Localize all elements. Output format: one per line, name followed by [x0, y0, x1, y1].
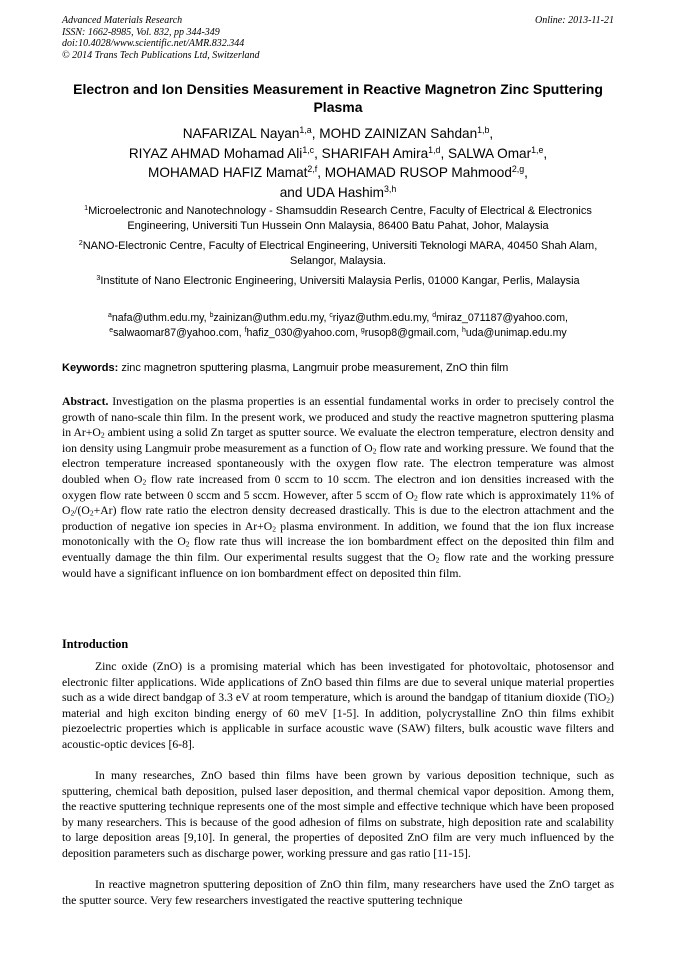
email-list — [62, 311, 614, 340]
email-mark: a — [108, 312, 112, 320]
affiliation-3 — [62, 274, 614, 289]
email-address[interactable]: nafa@uthm.edu.my — [111, 312, 204, 324]
email-address[interactable]: rusop8@gmail.com — [364, 326, 457, 339]
email-mark: f — [244, 326, 247, 334]
author-name: SHARIFAH Amira — [321, 145, 429, 161]
intro-paragraph-3: In reactive magnetron sputtering deposition of ZnO thin film, many researchers have used the ZnO target as the sputter source. Very few researchers investigated the reactive sputtering technique — [62, 878, 614, 907]
affiliation-2 — [62, 239, 614, 268]
author-name: MOHD ZAINIZAN Sahdan — [319, 126, 478, 141]
author-separator: , — [489, 126, 494, 141]
paper-title: Electron and Ion Densities Measurement in Reactive Magnetron Zinc Sputtering Plasma — [73, 81, 603, 115]
keywords-label: Keywords: — [62, 362, 119, 374]
author-line — [62, 144, 614, 164]
affiliation-number: 3 — [96, 274, 101, 283]
abstract-label: Abstract. — [62, 395, 109, 408]
email-address[interactable]: uda@unimap.edu.my — [465, 326, 567, 339]
author-affiliation-mark: 1,b — [477, 125, 490, 136]
author-affiliation-mark: 2,g — [511, 164, 525, 175]
author-separator: , — [524, 165, 528, 180]
affiliation-number: 1 — [84, 204, 89, 213]
author-separator: , — [311, 126, 320, 141]
journal-name: Advanced Materials Research — [62, 15, 183, 26]
abstract — [62, 394, 614, 581]
author-line — [62, 124, 614, 144]
email-separator: , — [323, 312, 330, 324]
author-affiliation-mark: 1,d — [428, 144, 441, 155]
author-separator: , — [543, 145, 548, 161]
keywords-text: zinc magnetron sputtering plasma, Langmuir probe measurement, ZnO thin film — [121, 362, 509, 374]
email-address[interactable]: salwaomar87@yahoo.com — [113, 326, 239, 339]
author-name: MOHAMAD RUSOP Mahmood — [324, 165, 512, 180]
email-separator: , — [238, 326, 245, 339]
author-affiliation-mark: 3,h — [383, 183, 397, 194]
author-affiliation-mark: 2,f — [307, 164, 318, 175]
author-separator: , — [317, 165, 325, 180]
email-separator: , — [203, 312, 210, 324]
author-list — [62, 124, 614, 202]
email-mark: d — [432, 312, 437, 320]
issn-line: ISSN: 1662-8985, Vol. 832, pp 344-349 — [62, 26, 220, 38]
section-heading-introduction: Introduction — [62, 637, 129, 651]
copyright-line: © 2014 Trans Tech Publications Ltd, Switzerland — [62, 49, 260, 61]
email-address[interactable]: riyaz@uthm.edu.my — [332, 312, 427, 324]
email-line — [62, 326, 614, 341]
email-mark: h — [462, 326, 466, 334]
email-line — [62, 311, 614, 326]
abstract-text: Investigation on the plasma properties is an essential fundamental works in order to precisely control the growth of nano-scale thin film. In the present work, we produced and study the reactive magnetron sputtering plasma in $Ar+O_2$ ambient using a solid Zn target as sputter source. We evaluate the electron temperature, electron density and ion density using Langmuir probe measurement as a function of $O_2$ flow rate and working pressure. We found that the electron temperature increased spontaneously with the oxygen flow rate. The electron temperature was almost doubled when $O_2$ flow rate increased from 0 sccm to 10 sccm. The electron and ion densities increased with the oxygen flow rate between 0 sccm and 5 sccm. However, after 5 sccm of $O_2$ flow rate which is approximately 11% of $O_2/(O_2+Ar)$ flow rate ratio the electron density decreased drastically. This is due to the electron attachment and the production of negative ion species in $Ar+O_2$ plasma environment. In addition, we found that the ion flux increase monotonically with the $O_2$ flow rate thus will increase the ion bombardment effect on the deposited thin film and eventually damage the thin film. Our experimental results suggest that the $O_2$ flow rate and the working pressure would have a significant influence on ion bombardment effect on deposited thin film. — [62, 395, 614, 580]
author-affiliation-mark: 1,e — [531, 144, 544, 155]
affiliation-number: 2 — [78, 239, 83, 248]
author-name: NAFARIZAL Nayan — [182, 126, 300, 141]
running-header — [62, 15, 614, 61]
doi-line: doi:10.4028/www.scientific.net/AMR.832.344 — [62, 38, 245, 49]
email-separator: , — [456, 326, 463, 339]
affiliation-text: Microelectronic and Nanotechnology - Shamsuddin Research Centre, Faculty of Electrical & Electronics Engineering, Universiti Tun Hussein Onn Malaysia, 86400 Batu Pahat, Johor, Malaysia — [88, 205, 592, 232]
email-mark: e — [109, 326, 114, 334]
email-separator: , — [355, 326, 361, 339]
intro-paragraph-2: In many researches, ZnO based thin films have been grown by various deposition technique, such as sputtering, chemical bath deposition, pulsed laser deposition, and thermal chemical vapor deposition. Among them, the reactive sputtering technique represents one of the most simple and effective technique which have been proposed by many researchers. This is because of the good adhesion of films on substrate, high deposition rate and scalability to large deposition areas [9,10]. In general, the properties of deposited ZnO film are very much influenced by the deposition parameters such as discharge power, working pressure and gas ratio [11-15]. — [62, 769, 614, 860]
author-name: RIYAZ AHMAD Mohamad Ali — [128, 145, 303, 161]
author-line — [62, 163, 614, 183]
affiliation-1 — [62, 204, 614, 233]
email-address[interactable]: hafiz_030@yahoo.com — [246, 326, 356, 339]
email-address[interactable]: miraz_071187@yahoo.com — [436, 312, 566, 324]
online-date: Online: 2013-11-21 — [535, 15, 614, 26]
author-line — [62, 183, 614, 203]
author-separator: , — [314, 145, 322, 161]
author-name: MOHAMAD HAFIZ Mamat — [148, 165, 308, 180]
email-separator: , — [565, 312, 568, 324]
email-mark: c — [329, 312, 333, 320]
affiliation-text: NANO-Electronic Centre, Faculty of Electrical Engineering, Universiti Teknologi MARA, 40450 Shah Alam, Selangor, Malaysia. — [82, 240, 598, 267]
author-affiliation-mark: 1,c — [302, 144, 315, 155]
author-affiliation-mark: 1,a — [299, 125, 312, 136]
intro-paragraph-1: Zinc oxide (ZnO) is a promising material which has been investigated for photovoltaic, photosensor and electronic filter applications. Wide applications of ZnO based thin films are due to several unique material properties such as a wide direct bandgap of 3.3 eV at room temperature, which is around the bandgap of titanium dioxide (TiO$_2$) material and high exciton binding energy of 60 meV [1-5]. In addition, polycrystalline ZnO thin films exhibit piezoelectric properties which is applicable in surface acoustic wave (SAW) filters, bulk acoustic wave filters and acoustic-optic devices [6-8]. — [62, 660, 614, 751]
email-mark: g — [360, 326, 365, 334]
email-mark: b — [209, 312, 214, 320]
email-separator: , — [426, 312, 433, 324]
affiliation-text: Institute of Nano Electronic Engineering, Universiti Malaysia Perlis, 01000 Kangar, Perlis, Malaysia — [100, 275, 580, 287]
author-separator: , — [440, 145, 449, 161]
email-address[interactable]: zainizan@uthm.edu.my — [213, 312, 324, 324]
author-name: SALWA Omar — [448, 145, 532, 161]
keywords — [62, 361, 614, 375]
author-name: and UDA Hashim — [279, 184, 384, 200]
